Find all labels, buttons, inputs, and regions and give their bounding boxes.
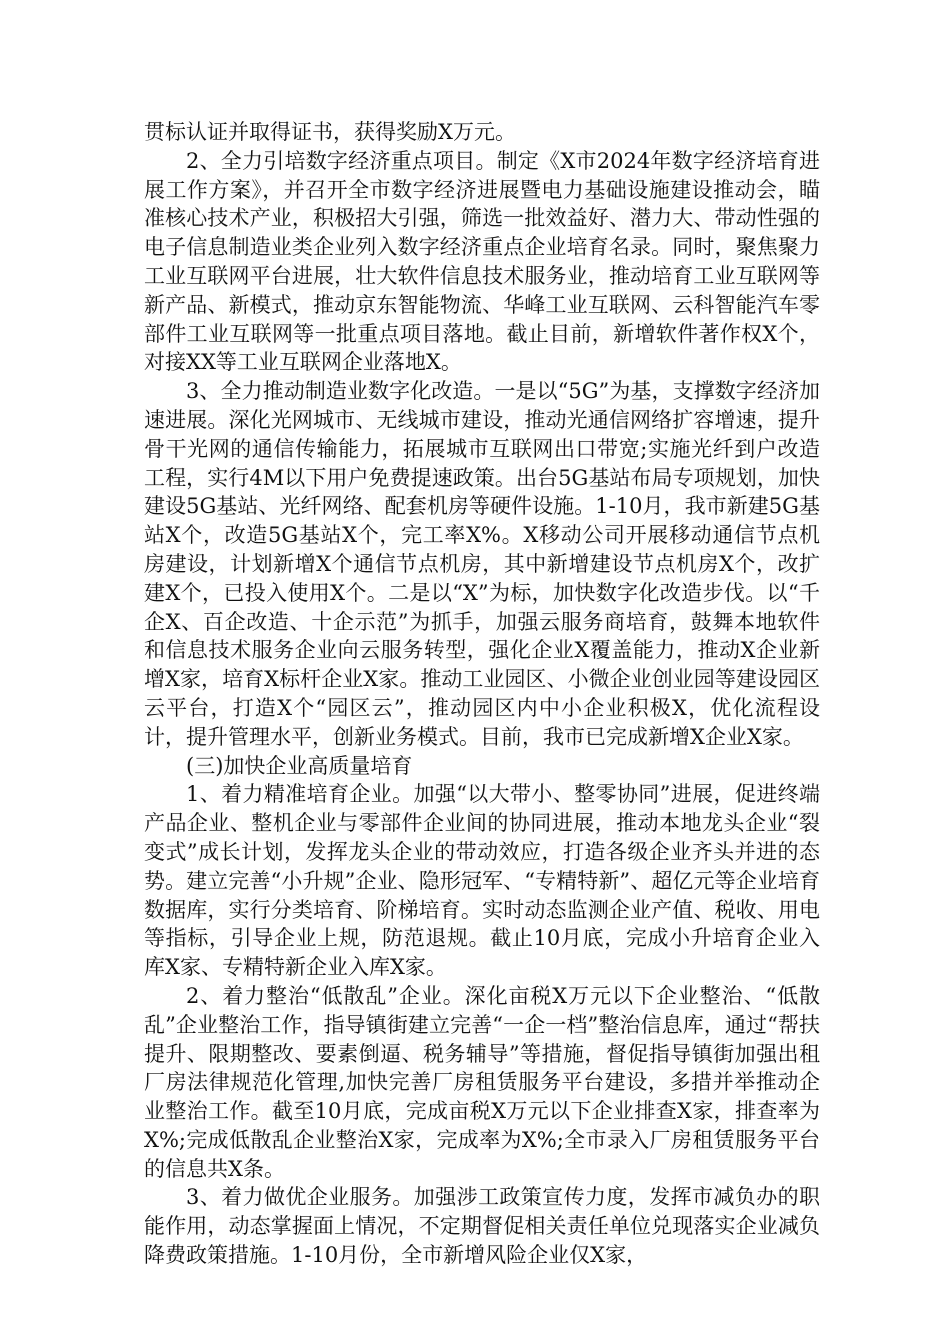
paragraph-continuation: 贯标认证并取得证书，获得奖励X万元。 (144, 120, 516, 144)
paragraph-low-scattered-rectification: 2、着力整治“低散乱”企业。深化亩税X万元以下企业整治、“低散乱”企业整治工作，指导镇街建立完善“一企一档”整治信息库，通过“帮扶提升、限期整改、要素倒逼、税务辅导”等措施，督促指导镇街加强出租厂房法律规范化管理,加快完善厂房租赁服务平台建设，多措并举推动企业整治工作。截至10月底，完成亩税X万元以下企业排查X家，排查率为X%;完成低散乱企业整治X家，完成率为X%;全市录入厂房租赁服务平台的信息共X条。 (144, 983, 820, 1181)
document-body (144, 118, 820, 1270)
section-heading-enterprise-cultivation: (三)加快企业高质量培育 (186, 753, 413, 778)
paragraph-enterprise-services: 3、着力做优企业服务。加强涉工政策宣传力度，发挥市减负办的职能作用，动态掌握面上情况，不定期督促相关责任单位兑现落实企业减负降费政策措施。1-10月份，全市新增风险企业仅X家， (144, 1185, 820, 1268)
paragraph-precise-cultivation: 1、着力精准培育企业。加强“以大带小、整零协同”进展，促进终端产品企业、整机企业与零部件企业间的协同进展，推动本地龙头企业“裂变式”成长计划，发挥龙头企业的带动效应，打造各级企业齐头并进的态势。建立完善“小升规”企业、隐形冠军、“专精特新”、超亿元等企业培育数据库，实行分类培育、阶梯培育。实时动态监测企业产值、税收、用电等指标，引导企业上规，防范退规。截止10月底，完成小升培育企业入库X家、专精特新企业入库X家。 (144, 782, 820, 980)
paragraph-digital-economy-projects: 2、全力引培数字经济重点项目。制定《X市2024年数字经济培育进展工作方案》，并召开全市数字经济进展暨电力基础设施建设推动会，瞄准核心技术产业，积极招大引强，筛选一批效益好、潜力大、带动性强的电子信息制造业类企业列入数字经济重点企业培育名录。同时，聚焦聚力工业互联网平台进展，壮大软件信息技术服务业，推动培育工业互联网等新产品、新模式，推动京东智能物流、华峰工业互联网、云科智能汽车零部件工业互联网等一批重点项目落地。截止目前，新增软件著作权X个，对接XX等工业互联网企业落地X。 (144, 148, 820, 375)
paragraph-manufacturing-digitalization: 3、全力推动制造业数字化改造。一是以“5G”为基，支撑数字经济加速进展。深化光网城市、无线城市建设，推动光通信网络扩容增速，提升骨干光网的通信传输能力，拓展城市互联网出口带宽;实施光纤到户改造工程，实行4M以下用户免费提速政策。出台5G基站布局专项规划，加快建设5G基站、光纤网络、配套机房等硬件设施。1-10月，我市新建5G基站X个，改造5G基站X个，完工率X%。X移动公司开展移动通信节点机房建设，计划新增X个通信节点机房，其中新增建设节点机房X个，改扩建X个，已投入使用X个。二是以“X”为标，加快数字化改造步伐。以“千企X、百企改造、十企示范”为抓手，加强云服务商培育，鼓舞本地软件和信息技术服务企业向云服务转型，强化企业X覆盖能力，推动X企业新增X家，培育X标杆企业X家。推动工业园区、小微企业创业园等建设园区云平台，打造X个“园区云”，推动园区内中小企业积极X，优化流程设计，提升管理水平，创新业务模式。目前，我市已完成新增X企业X家。 (144, 379, 820, 749)
